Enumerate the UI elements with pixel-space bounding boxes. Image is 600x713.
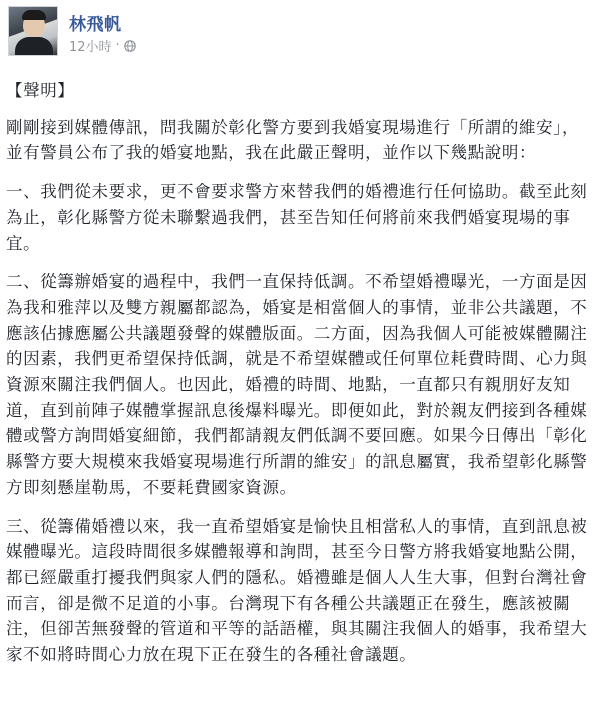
avatar[interactable] <box>8 6 58 56</box>
post-meta <box>69 36 136 55</box>
statement-heading: 【聲明】 <box>6 81 75 100</box>
post-header <box>8 6 592 62</box>
avatar-hair <box>22 10 46 20</box>
post-body <box>6 78 594 681</box>
point-two-paragraph: 二、從籌辦婚宴的過程中，我們一直保持低調。不希望婚禮曝光，一方面是因為我和雅萍以及雙方親屬都認為，婚宴是相當個人的事情，並非公共議題，不應該佔據應屬公共議題發聲的媒體版面。二方面，因為我個人可能被媒體關注的因素，我們更希望保持低調，就是不希望媒體或任何單位耗費時間、心力與資源來關注我們個人。也因此，婚禮的時間、地點，一直都只有親朋好友知道，直到前陣子媒體掌握訊息後爆料曝光。即便如此，對於親友們接到各種媒體或警方詢問婚宴細節，我們都請親友們低調不要回應。如果今日傳出「彰化縣警方要大規模來我婚宴現場進行所謂的維安」的訊息屬實，我希望彰化縣警方即刻懸崖勒馬，不要耗費國家資源。 <box>6 272 588 497</box>
point-three-paragraph: 三、從籌備婚禮以來，我一直希望婚宴是愉快且相當私人的事情，直到訊息被媒體曝光。這段時間很多媒體報導和詢問，甚至今日警方將我婚宴地點公開，都已經嚴重打擾我們與家人們的隱私。婚禮雖是個人人生大事，但對台灣社會而言，卻是微不足道的小事。台灣現下有各種公共議題正在發生，應該被關注，但卻苦無發聲的管道和平等的話語權，與其關注我個人的婚事，我希望大家不如將時間心力放在現下正在發生的各種社會議題。 <box>6 516 588 665</box>
globe-icon[interactable] <box>124 40 136 52</box>
intro-paragraph: 剛剛接到媒體傳訊，問我關於彰化警方要到我婚宴現場進行「所謂的維安」，並有警員公布了我的婚宴地點，我在此嚴正聲明，並作以下幾點說明： <box>6 117 580 163</box>
post-timestamp[interactable]: 12小時 <box>69 40 112 55</box>
avatar-body <box>15 37 53 56</box>
author-name[interactable]: 林飛帆 <box>69 15 122 35</box>
meta-separator: · <box>115 38 120 53</box>
point-one-paragraph: 一、我們從未要求，更不會要求警方來替我們的婚禮進行任何協助。截至此刻為止，彰化縣警方從未聯繫過我們，甚至告知任何將前來我們婚宴現場的事宜。 <box>6 182 588 253</box>
